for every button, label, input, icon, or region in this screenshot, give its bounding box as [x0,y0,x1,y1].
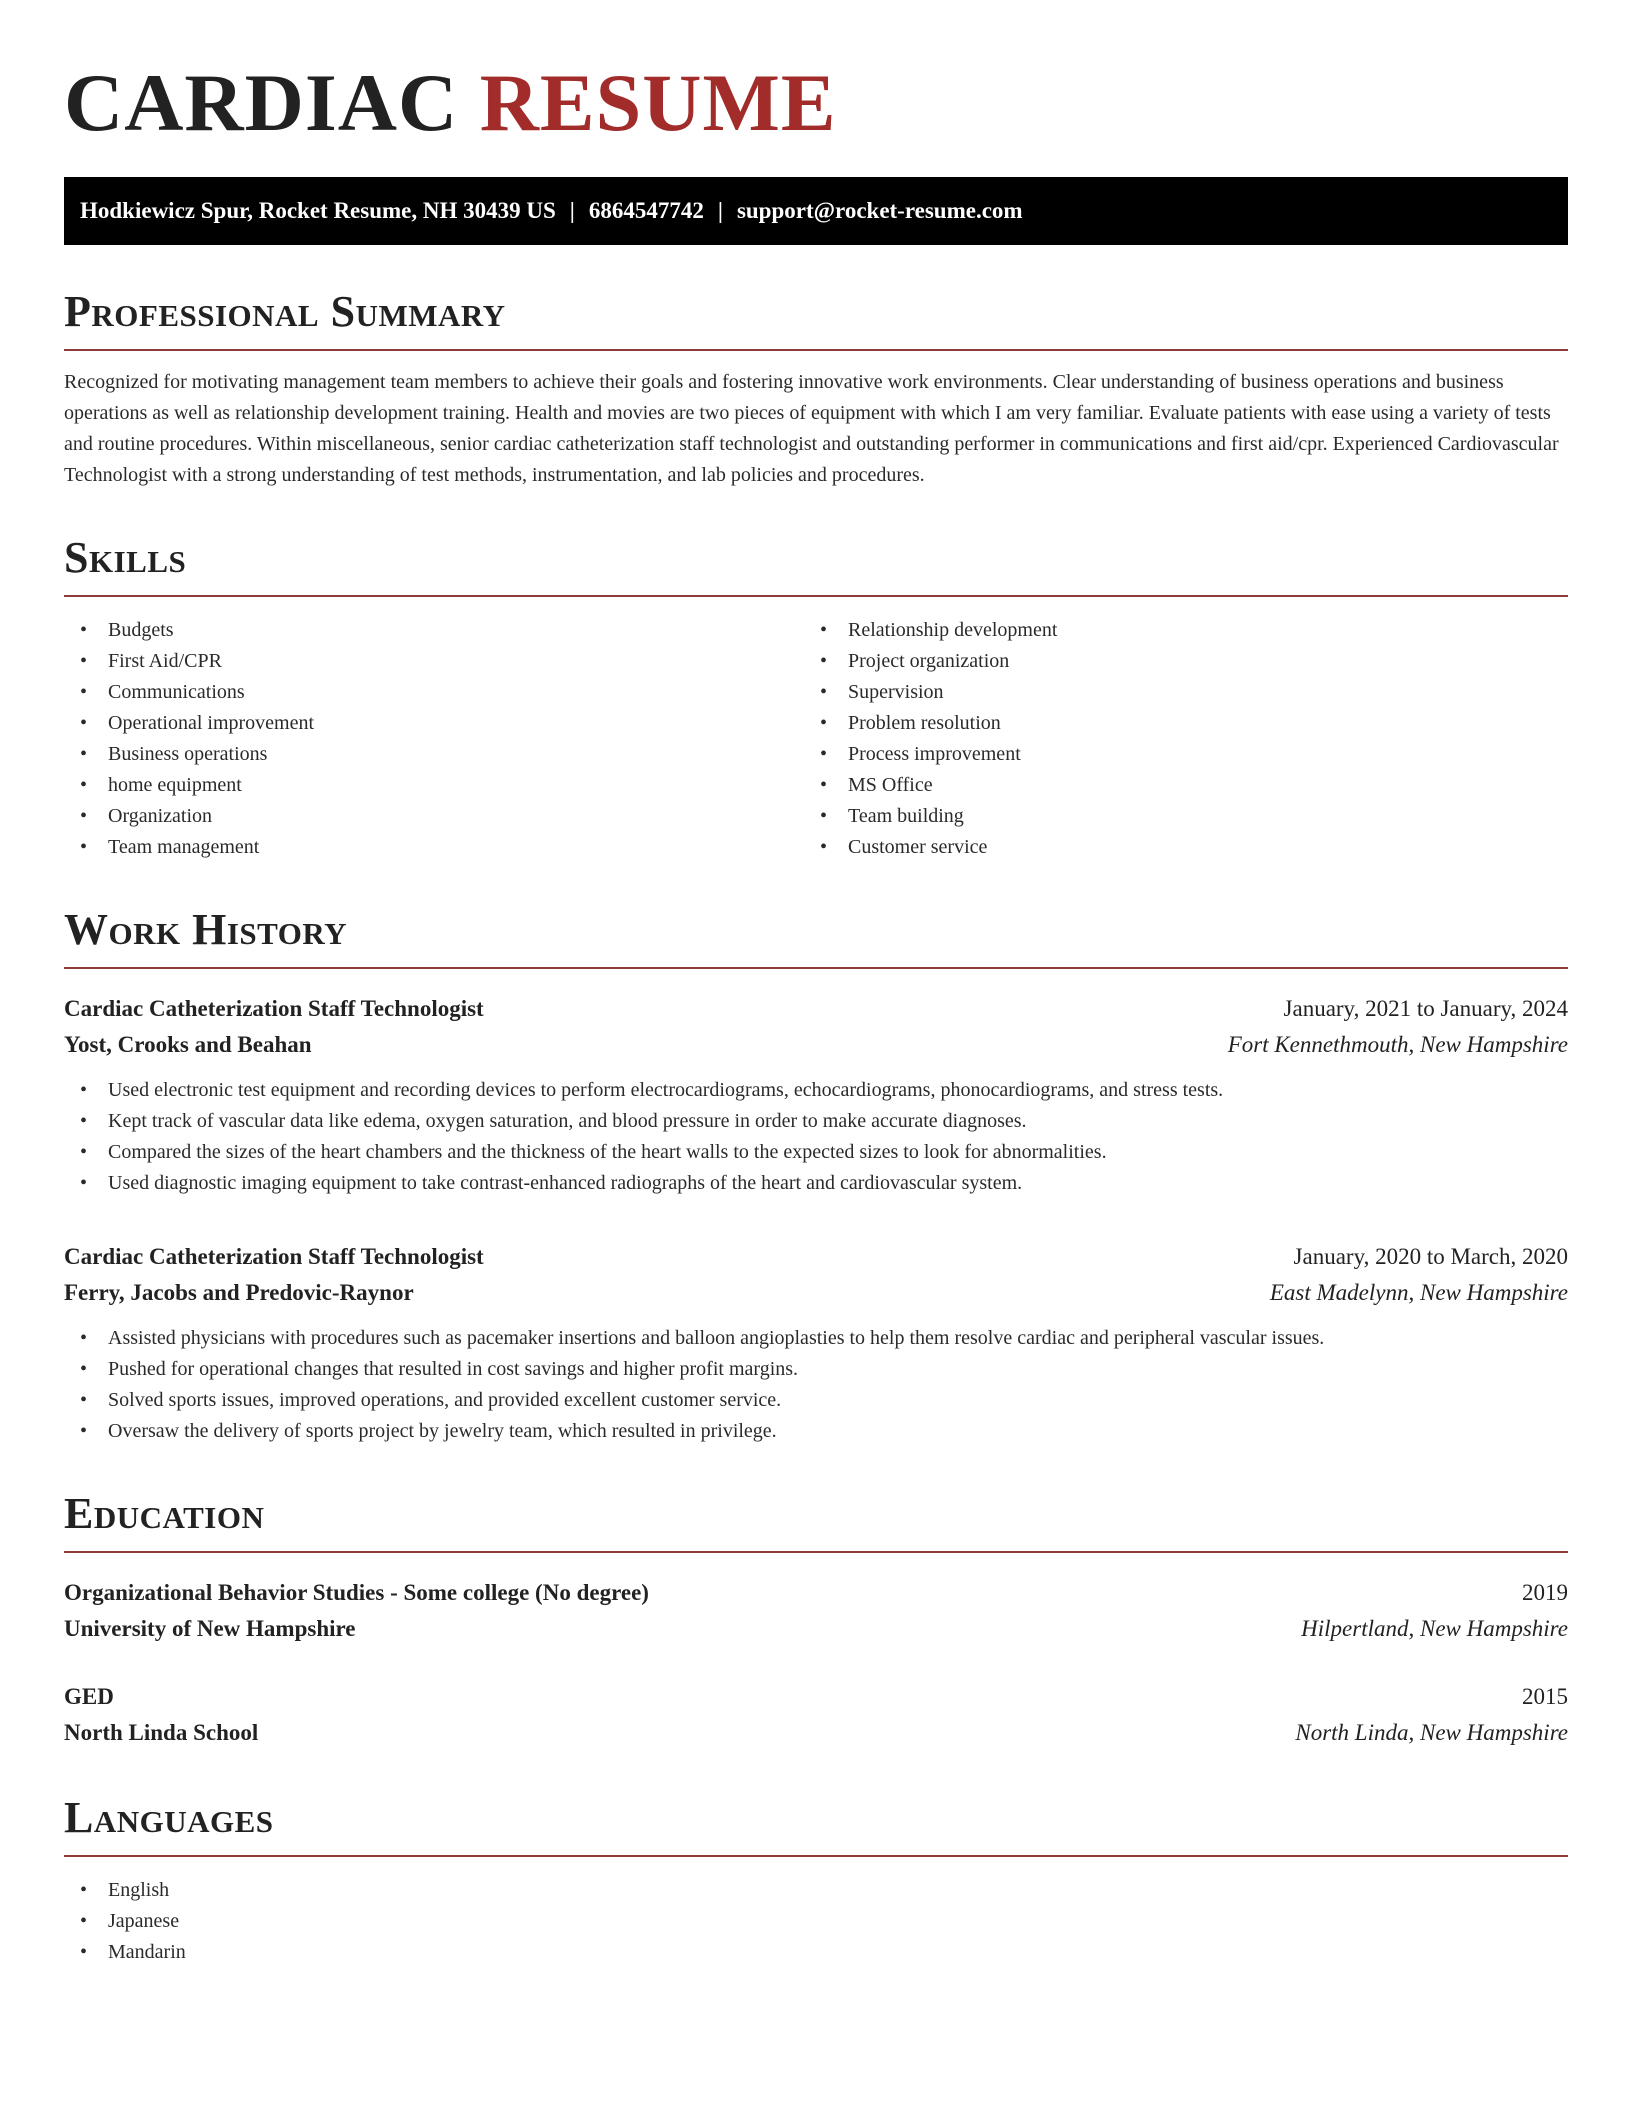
skill-item: • Relationship development [816,615,1568,646]
last-name: RESUME [479,57,837,148]
job-company: Ferry, Jacobs and Predovic-Raynor [64,1280,414,1305]
education-location: Hilpertland, New Hampshire [1301,1616,1568,1641]
skill-item: • First Aid/CPR [64,646,816,677]
section-title-languages: Languages [64,1793,274,1842]
section-divider [64,1551,1568,1553]
skill-item: • Business operations [64,739,816,770]
job-header-row [64,991,1568,1027]
languages-list [64,1875,1568,1968]
education-degree: GED [64,1684,114,1709]
section-title-work-history: Work History [64,905,348,954]
job-header-row [64,1239,1568,1275]
education-school: University of New Hampshire [64,1616,356,1641]
job-duty: • Used electronic test equipment and recording devices to perform electrocardiograms, echocardiograms, phonocardiograms, and stress tests. [64,1075,1568,1106]
skill-item: • Project organization [816,646,1568,677]
skill-item: • Budgets [64,615,816,646]
job-position: Cardiac Catheterization Staff Technologist [64,1244,484,1269]
job-duties-list [64,1323,1568,1447]
job-duties-list [64,1075,1568,1199]
education-entry [64,1679,1568,1751]
job-duty: • Kept track of vascular data like edema, oxygen saturation, and blood pressure in order to make accurate diagnoses. [64,1106,1568,1137]
skill-item: • MS Office [816,770,1568,801]
education-year: 2019 [1522,1580,1568,1605]
skill-item: • Organization [64,801,816,832]
section-divider [64,967,1568,969]
contact-separator: | [717,198,723,223]
skill-item: • Team building [816,801,1568,832]
education-school-row [64,1715,1568,1751]
contact-address: Hodkiewicz Spur, Rocket Resume, NH 30439 US [80,198,556,223]
education-year: 2015 [1522,1684,1568,1709]
summary-text: Recognized for motivating management team members to achieve their goals and fostering innovative work environments. Clear understanding of business operations and business operations as well as relationship development training. Health and movies are two pieces of equipment with which I am very familiar. Evaluate patients with ease using a variety of tests and routine procedures. Within miscellaneous, senior cardiac catheterization staff technologist and outstanding performer in communications and first aid/cpr. Experienced Cardiovascular Technologist with a strong understanding of test methods, instrumentation, and lab policies and procedures. [64,371,1559,486]
language-item: • Mandarin [64,1937,1568,1968]
job-location: Fort Kennethmouth, New Hampshire [1227,1032,1568,1057]
work-history-section [64,905,1568,1447]
education-school-row [64,1611,1568,1647]
job-duty: • Solved sports issues, improved operations, and provided excellent customer service. [64,1385,1568,1416]
skill-item: • Supervision [816,677,1568,708]
job-company-row [64,1275,1568,1311]
language-item: • Japanese [64,1906,1568,1937]
resume-name [64,55,1568,151]
language-item: • English [64,1875,1568,1906]
job-dates: January, 2021 to January, 2024 [1283,996,1568,1021]
summary-section [64,287,1568,491]
contact-separator: | [569,198,575,223]
languages-section [64,1793,1568,1968]
job-dates: January, 2020 to March, 2020 [1293,1244,1568,1269]
education-location: North Linda, New Hampshire [1295,1720,1568,1745]
section-title-education: Education [64,1489,265,1538]
job-company: Yost, Crooks and Beahan [64,1032,312,1057]
job-company-row [64,1027,1568,1063]
skill-item: • Customer service [816,832,1568,863]
section-title-skills: Skills [64,533,187,582]
skills-list-left [64,615,816,863]
education-header-row [64,1679,1568,1715]
job-position: Cardiac Catheterization Staff Technologist [64,996,484,1021]
job-duty: • Oversaw the delivery of sports project by jewelry team, which resulted in privilege. [64,1416,1568,1447]
education-degree: Organizational Behavior Studies - Some college (No degree) [64,1580,649,1605]
section-divider [64,1855,1568,1857]
job-duty: • Assisted physicians with procedures such as pacemaker insertions and balloon angioplasties to help them resolve cardiac and peripheral vascular issues. [64,1323,1568,1354]
skill-item: • Problem resolution [816,708,1568,739]
job-entry [64,991,1568,1199]
section-divider [64,595,1568,597]
first-name: CARDIAC [64,57,459,148]
skill-item: • Communications [64,677,816,708]
education-header-row [64,1575,1568,1611]
skill-item: • home equipment [64,770,816,801]
education-section [64,1489,1568,1751]
job-entry [64,1239,1568,1447]
skill-item: • Team management [64,832,816,863]
job-duty: • Pushed for operational changes that resulted in cost savings and higher profit margins. [64,1354,1568,1385]
job-duty: • Compared the sizes of the heart chambers and the thickness of the heart walls to the expected sizes to look for abnormalities. [64,1137,1568,1168]
job-duty: • Used diagnostic imaging equipment to take contrast-enhanced radiographs of the heart and cardiovascular system. [64,1168,1568,1199]
skills-section [64,533,1568,863]
skill-item: • Process improvement [816,739,1568,770]
skills-list-right [816,615,1568,863]
section-title-summary: Professional Summary [64,287,506,336]
education-entry [64,1575,1568,1647]
job-location: East Madelynn, New Hampshire [1269,1280,1568,1305]
education-school: North Linda School [64,1720,259,1745]
skills-grid [64,615,1568,863]
contact-bar [64,177,1568,245]
contact-email[interactable]: support@rocket-resume.com [736,198,1023,223]
skill-item: • Operational improvement [64,708,816,739]
contact-phone: 6864547742 [588,198,704,223]
section-divider [64,349,1568,351]
